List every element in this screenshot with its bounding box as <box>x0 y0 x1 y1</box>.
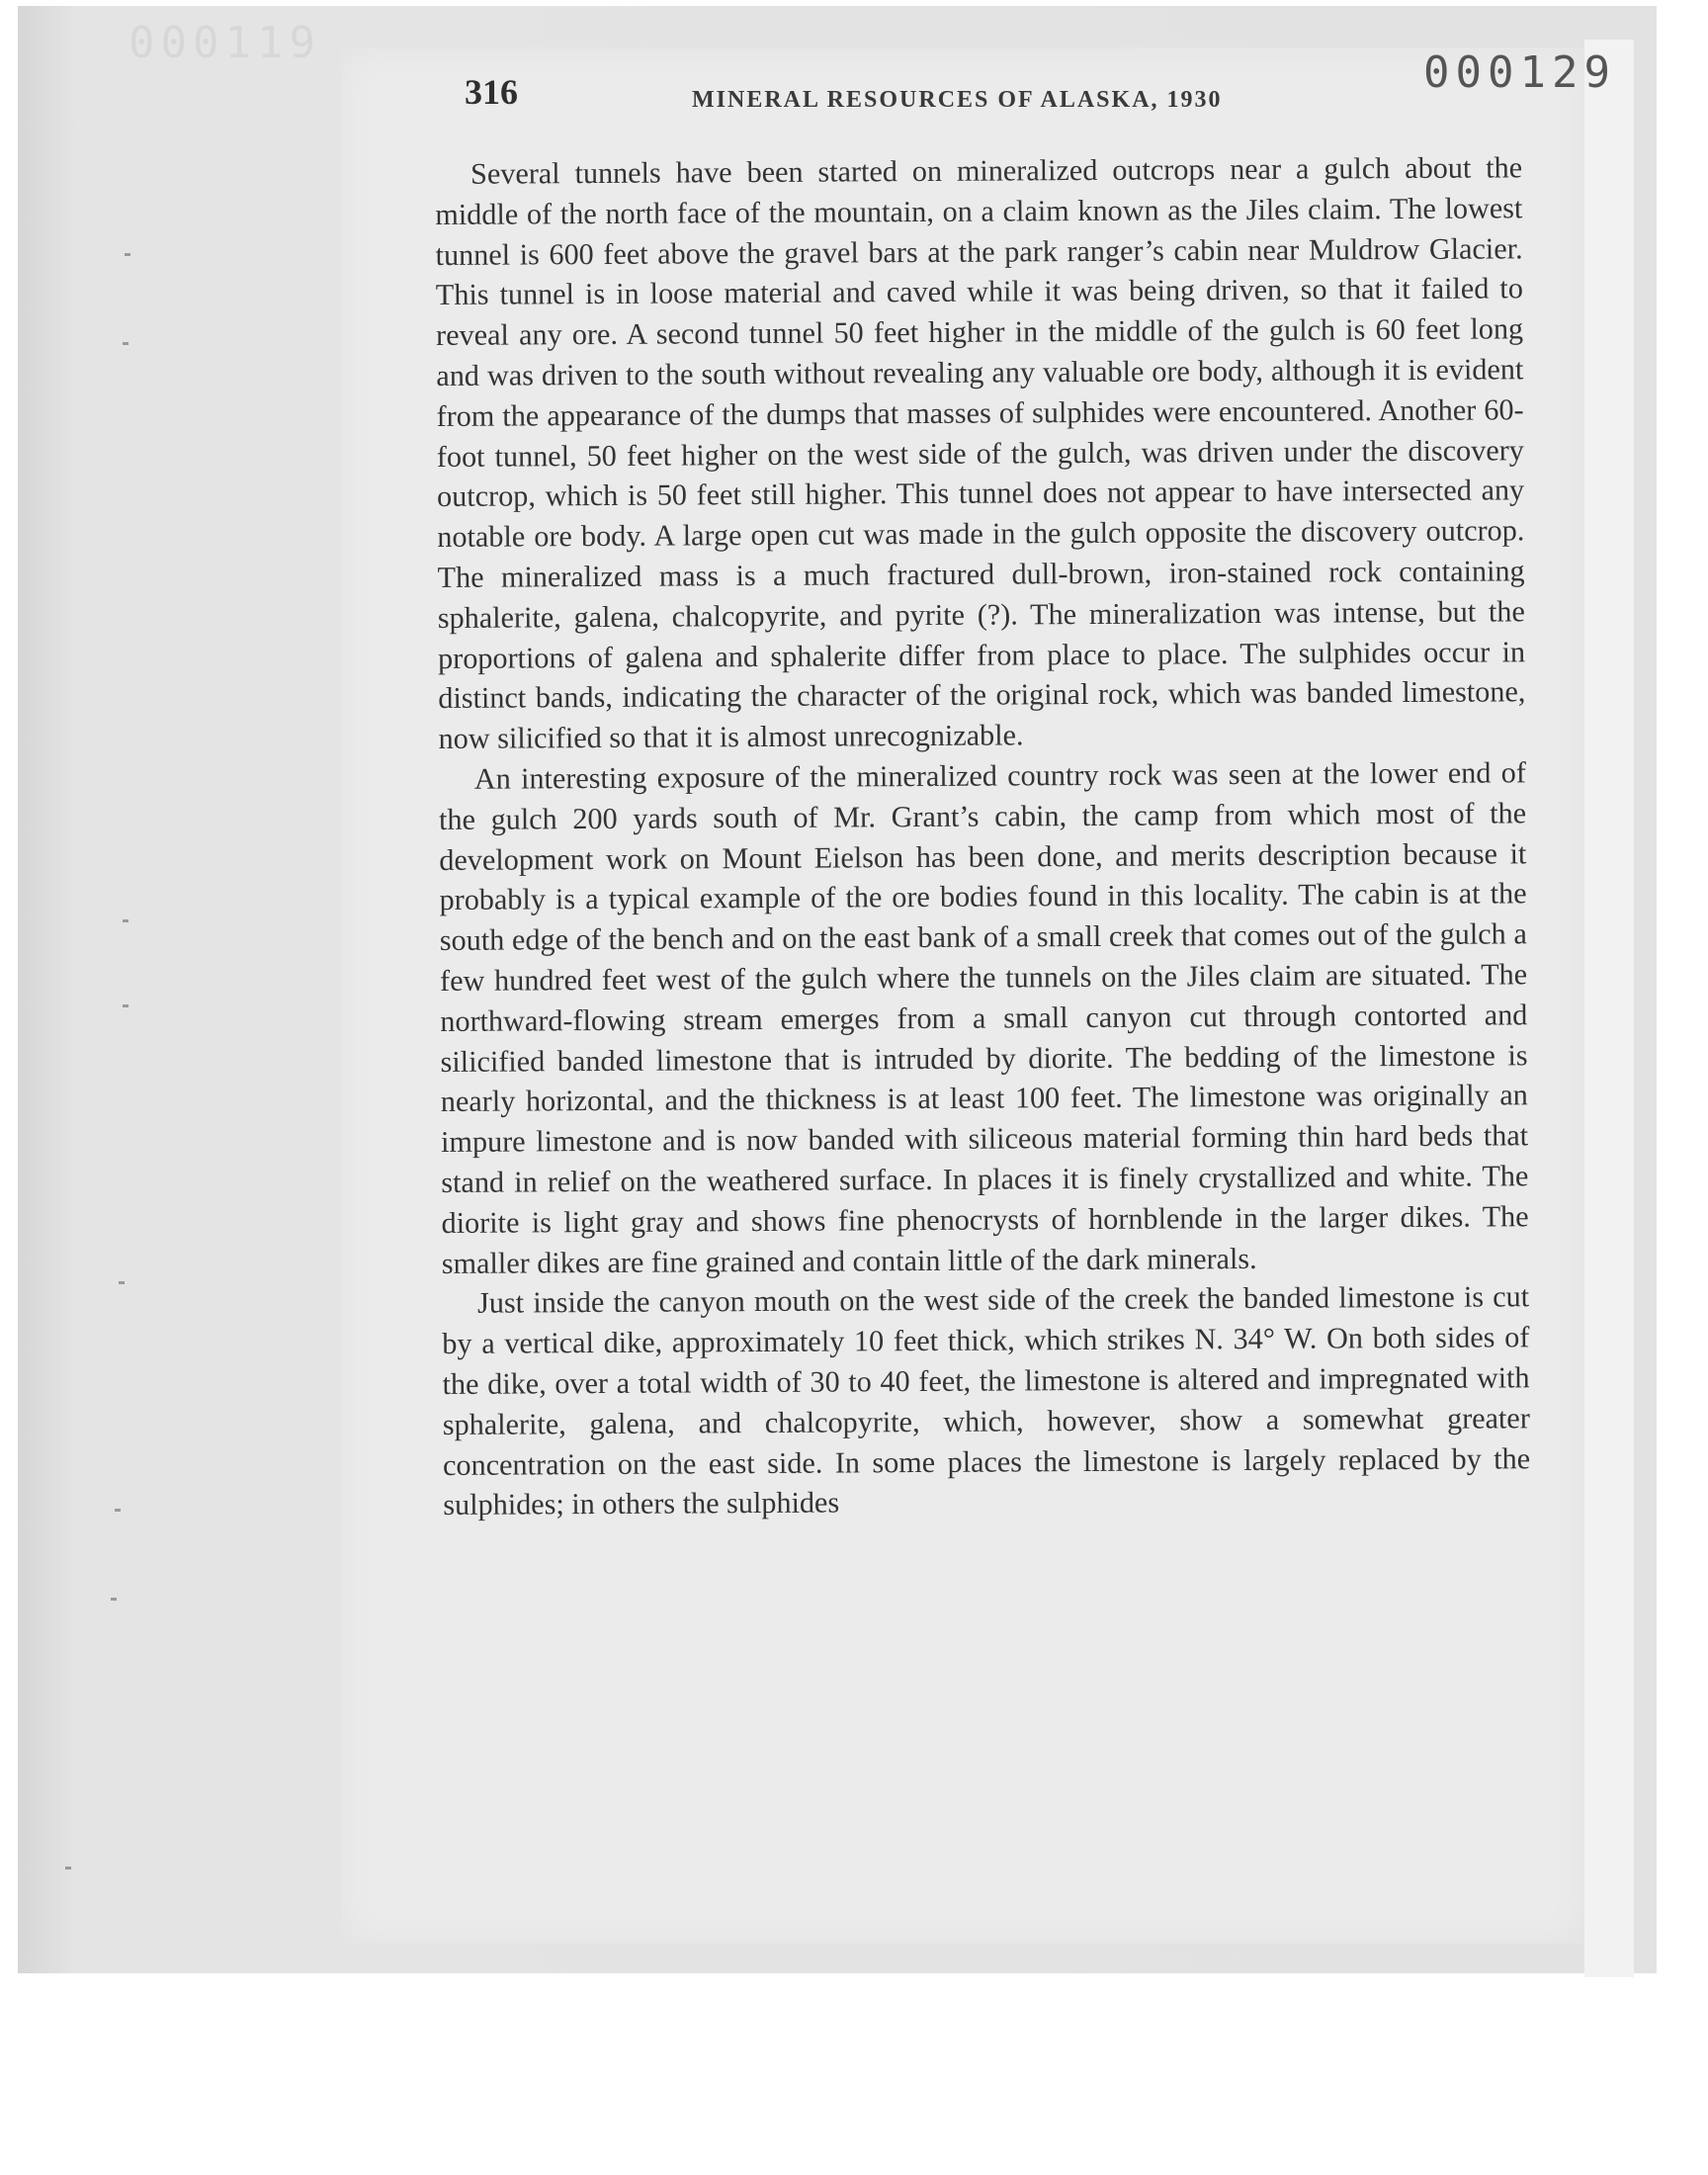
paragraph: Just inside the canyon mouth on the west side of the creek the banded limestone is cut by a vertical dike, approximately 10 feet thick, which strikes N. 34° W. On both sides of the dike, over a total width of 30 to 40 feet, the limestone is altered and impregnated with sphalerite, galena, and chalcopyrite, which, however, show a somewhat greater concentration on the east side. In some places the limestone is largely replaced by the sulphides; in others the sulphides <box>442 1279 1531 1522</box>
running-head: MINERAL RESOURCES OF ALASKA, 1930 <box>692 87 1223 113</box>
scan-speck <box>65 1867 71 1870</box>
scan-speck <box>115 1509 121 1512</box>
scan-speck <box>123 1004 128 1007</box>
page-number: 316 <box>465 72 518 112</box>
body-text <box>435 147 1530 1525</box>
page-edge <box>1584 40 1634 1977</box>
scan-speck <box>125 253 130 256</box>
scan-speck <box>111 1598 117 1601</box>
archive-stamp-number: 000129 <box>1423 47 1616 98</box>
paragraph: Several tunnels have been started on mineralized outcrops near a gulch about the middle of the north face of the mountain, on a claim known as the Jiles claim. The lowest tunnel is 600 feet above the gravel bars at the park ranger’s cabin near Muldrow Glacier. This tunnel is in loose material and caved while it was being driven, so that it failed to reveal any ore. A second tunnel 50 feet higher in the middle of the gulch is 60 feet long and was driven to the south without revealing any valuable ore body, although it is evident from the appearance of the dumps that masses of sulphides were encountered. Another 60-foot tunnel, 50 feet higher on the west side of the gulch, was driven under the discovery outcrop, which is 50 feet still higher. This tunnel does not appear to have intersected any notable ore body. A large open cut was made in the gulch opposite the discovery outcrop. The mineralized mass is a much fractured dull-brown, iron-stained rock containing sphalerite, galena, chalcopyrite, and pyrite (?). The mineralization was intense, but the proportions of galena and sphalerite differ from place to place. The sulphides occur in distinct bands, indicating the character of the original rock, which was banded limestone, now silicified so that it is almost unrecognizable. <box>435 150 1526 756</box>
paragraph: An interesting exposure of the mineralized country rock was seen at the lower end of the gulch 200 yards south of Mr. Grant’s cabin, the camp from which most of the development work on Mount Eielson has been done, and merits description because it probably is a typical example of the ore bodies found in this locality. The cabin is at the south edge of the bench and on the east bank of a small creek that comes out of the gulch a few hundred feet west of the gulch where the tunnels on the Jiles claim are situated. The northward-flowing stream emerges from a small canyon cut through contorted and silicified banded limestone that is intruded by diorite. The bedding of the limestone is nearly horizontal, and the thickness is at least 100 feet. The limestone was originally an impure limestone and is now banded with siliceous material forming thin hard beds that stand in relief on the weathered surface. In places it is finely crystallized and white. The diorite is light gray and shows fine phenocrysts of hornblende in the larger dikes. The smaller dikes are fine grained and contain little of the dark minerals. <box>439 755 1529 1280</box>
scan-speck <box>123 342 128 345</box>
scan-speck <box>119 1281 125 1284</box>
scan-speck <box>123 919 128 922</box>
bleed-through-number: 000119 <box>128 18 321 68</box>
